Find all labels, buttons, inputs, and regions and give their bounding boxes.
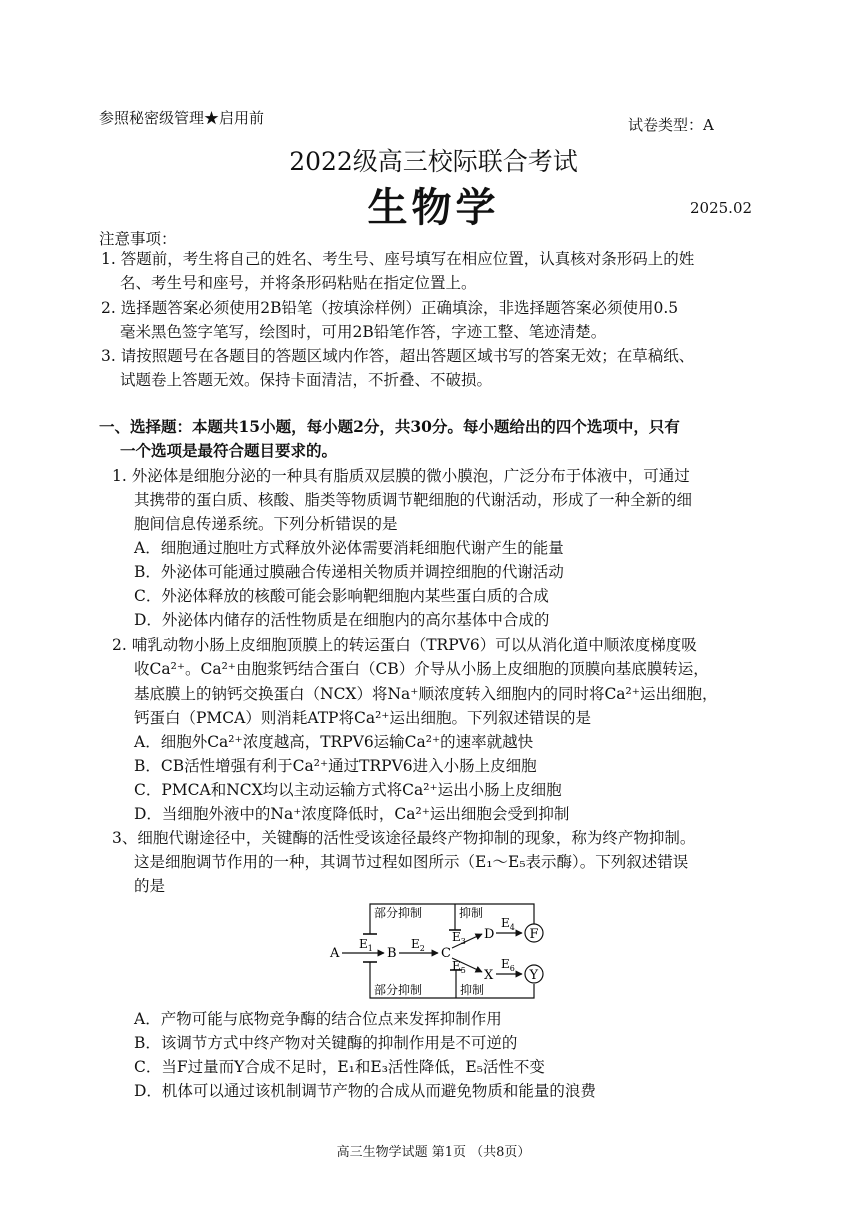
q2-option-a: A．细胞外Ca²⁺浓度越高，TRPV6运输Ca²⁺的速率就越快	[134, 733, 534, 751]
section-heading: 一、选择题：本题共15小题，每小题2分，共30分。每小题给出的四个选项中，只有	[99, 417, 680, 436]
exam-title: 2022级高三校际联合考试	[289, 147, 578, 176]
partial-inhibit-bottom-label: 部分抑制	[374, 983, 423, 997]
q1-option-a: A．细胞通过胞吐方式释放外泌体需要消耗细胞代谢产生的能量	[134, 539, 564, 557]
node-d: D	[484, 927, 495, 942]
notice-line: 1. 答题前，考生将自己的姓名、考生号、座号填写在相应位置，认真核对条形码上的姓	[101, 250, 695, 268]
q3-stem: 的是	[134, 877, 166, 895]
q2-stem: 收Ca²⁺。Ca²⁺由胞浆钙结合蛋白（CB）介导从小肠上皮细胞的顶膜向基底膜转运，	[134, 660, 709, 678]
q2-stem: 钙蛋白（PMCA）则消耗ATP将Ca²⁺运出细胞。下列叙述错误的是	[134, 709, 591, 727]
q3-stem: 这是细胞调节作用的一种，其调节过程如图所示（E₁～E₅表示酶）。下列叙述错误	[134, 853, 689, 871]
q1-option-d: D．外泌体内储存的活性物质是在细胞内的高尔基体中合成的	[134, 611, 550, 629]
node-f: F	[529, 927, 539, 942]
q3-option-b: B．该调节方式中终产物对关键酶的抑制作用是不可逆的	[134, 1034, 518, 1052]
inhibit-top-label: 抑制	[459, 906, 484, 920]
q3-option-d: D．机体可以通过该机制调节产物的合成从而避免物质和能量的浪费	[134, 1082, 596, 1100]
page-footer: 高三生物学试题 第1页 （共8页）	[336, 1145, 531, 1160]
node-b: B	[387, 946, 397, 961]
q1-stem: 1. 外泌体是细胞分泌的一种具有脂质双层膜的微小膜泡，广泛分布于体液中，可通过	[112, 467, 690, 485]
notice-line: 毫米黑色签字笔写，绘图时，可用2B铅笔作答，字迹工整、笔迹清楚。	[120, 323, 607, 341]
inhibit-bottom-label: 抑制	[460, 983, 485, 997]
secrecy-label: 参照秘密级管理★启用前	[99, 109, 265, 127]
q2-option-c: C．PMCA和NCX均以主动运输方式将Ca²⁺运出小肠上皮细胞	[134, 781, 562, 799]
notice-line: 名、考生号和座号，并将条形码粘贴在指定位置上。	[120, 274, 477, 292]
q2-option-d: D．当细胞外液中的Na⁺浓度降低时，Ca²⁺运出细胞会受到抑制	[134, 805, 570, 823]
q1-stem: 其携带的蛋白质、核酸、脂类等物质调节靶细胞的代谢活动，形成了一种全新的细	[134, 491, 693, 509]
node-c: C	[441, 946, 451, 961]
q3-option-a: A．产物可能与底物竞争酶的结合位点来发挥抑制作用	[134, 1010, 502, 1028]
enzyme-e3: $E_3$	[452, 930, 466, 946]
node-y: Y	[529, 968, 539, 983]
q2-option-b: B．CB活性增强有利于Ca²⁺通过TRPV6进入小肠上皮细胞	[134, 757, 537, 775]
node-a: A	[330, 946, 340, 961]
paper-type-label: 试卷类型：A	[628, 116, 714, 134]
notice-line: 试题卷上答题无效。保持卡面清洁，不折叠、不破损。	[120, 371, 493, 389]
enzyme-e1: $E_1$	[359, 937, 373, 953]
q3-option-c: C．当F过量而Y合成不足时，E₁和E₃活性降低，E₅活性不变	[134, 1058, 545, 1076]
enzyme-e6: $E_6$	[501, 957, 515, 973]
enzyme-e2: $E_2$	[411, 937, 425, 953]
notice-line: 2. 选择题答案必须使用2B铅笔（按填涂样例）正确填涂，非选择题答案必须使用0.5	[101, 299, 679, 317]
q1-option-c: C．外泌体释放的核酸可能会影响靶细胞内某些蛋白质的合成	[134, 587, 549, 605]
exam-date: 2025.02	[690, 199, 753, 217]
q1-stem: 胞间信息传递系统。下列分析错误的是	[134, 515, 398, 533]
subject-title: 生物学	[367, 184, 500, 231]
feedback-inhibition-diagram	[320, 898, 560, 1004]
q1-option-b: B．外泌体可能通过膜融合传递相关物质并调控细胞的代谢活动	[134, 563, 564, 581]
q3-stem: 3、细胞代谢途径中，关键酶的活性受该途径最终产物抑制的现象，称为终产物抑制。	[112, 829, 696, 847]
notice-line: 3. 请按照题号在各题目的答题区域内作答，超出答题区域书写的答案无效；在草稿纸、	[101, 347, 695, 365]
q2-stem: 2. 哺乳动物小肠上皮细胞顶膜上的转运蛋白（TRPV6）可以从消化道中顺浓度梯度吸	[112, 636, 697, 654]
node-x: X	[484, 968, 494, 983]
notice-heading: 注意事项：	[99, 230, 177, 248]
enzyme-e5: $E_5$	[452, 959, 466, 975]
partial-inhibit-top-label: 部分抑制	[374, 906, 423, 920]
enzyme-e4: $E_4$	[501, 916, 515, 932]
q2-stem: 基底膜上的钠钙交换蛋白（NCX）将Na⁺顺浓度转入细胞内的同时将Ca²⁺运出细胞，	[134, 685, 718, 703]
section-heading-cont: 一个选项是最符合题目要求的。	[120, 441, 338, 460]
